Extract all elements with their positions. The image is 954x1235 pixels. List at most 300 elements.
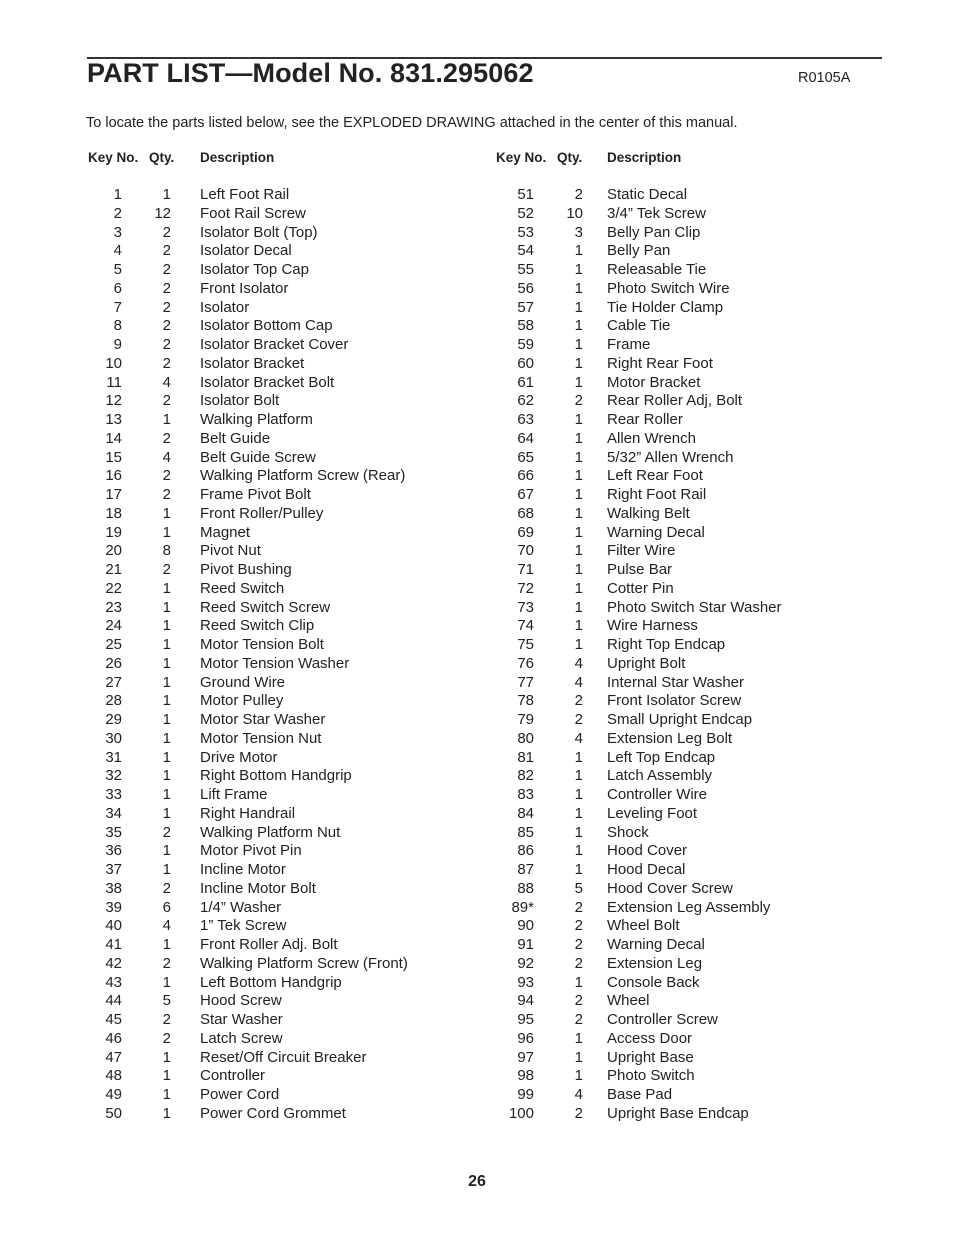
part-qty: 1: [574, 542, 583, 560]
part-description: Photo Switch: [607, 1067, 695, 1085]
part-description: Right Bottom Handgrip: [200, 767, 352, 785]
table-row: [88, 824, 468, 843]
table-row: [88, 899, 468, 918]
part-qty: 2: [162, 242, 171, 260]
part-key: 42: [105, 954, 122, 972]
part-key: 43: [105, 973, 122, 991]
part-description: Hood Cover: [607, 842, 688, 860]
part-key: 15: [105, 448, 122, 466]
table-row: [88, 505, 468, 524]
part-qty: 2: [574, 692, 583, 710]
table-row: [88, 674, 468, 693]
table-row: [496, 1030, 876, 1049]
part-key: 87: [517, 861, 534, 878]
part-description: 1/4” Washer: [200, 898, 282, 916]
part-description: Frame: [607, 336, 651, 353]
part-qty: 1: [574, 298, 583, 316]
part-description: Controller: [200, 1067, 266, 1085]
table-row: [496, 524, 876, 543]
part-qty: 1: [162, 692, 171, 710]
part-qty: 1: [574, 467, 583, 485]
part-qty: 1: [574, 373, 583, 391]
part-description: Upright Base Endcap: [607, 1104, 749, 1122]
part-qty: 1: [162, 767, 171, 785]
part-description: Pivot Bushing: [200, 561, 292, 578]
part-qty: 1: [574, 242, 583, 260]
part-qty: 2: [574, 186, 583, 203]
part-description: Front Roller/Pulley: [200, 504, 324, 522]
table-row: [88, 767, 468, 786]
part-key: 49: [105, 1086, 122, 1103]
part-key: 94: [517, 992, 534, 1010]
part-key: 28: [105, 692, 122, 710]
part-description: Latch Screw: [200, 1029, 283, 1047]
part-description: Wheel Bolt: [607, 917, 680, 935]
part-qty: 2: [574, 392, 583, 410]
table-row: [496, 411, 876, 430]
part-key: 85: [517, 823, 534, 841]
part-description: Walking Platform Screw (Rear): [200, 467, 406, 485]
part-description: Isolator: [200, 298, 250, 316]
part-description: Right Foot Rail: [607, 486, 707, 503]
table-row: [88, 205, 468, 224]
table-row: [88, 524, 468, 543]
part-qty: 1: [162, 654, 171, 672]
part-qty: 1: [162, 617, 171, 635]
table-row: [88, 1086, 468, 1105]
part-qty: 2: [574, 711, 583, 728]
part-description: Shock: [607, 823, 649, 841]
part-description: Lift Frame: [200, 786, 268, 803]
part-key: 57: [517, 298, 534, 316]
part-qty: 2: [162, 467, 171, 485]
table-row: [496, 317, 876, 336]
table-row: [496, 936, 876, 955]
table-row: [88, 486, 468, 505]
part-qty: 4: [574, 1086, 583, 1103]
part-description: Console Back: [607, 973, 700, 991]
part-description: Hood Screw: [200, 992, 282, 1010]
page-title: PART LIST—Model No. 831.295062: [87, 58, 534, 88]
part-qty: 1: [574, 767, 583, 785]
table-row: [88, 749, 468, 768]
part-description: Walking Platform Screw (Front): [200, 954, 408, 972]
part-description: Photo Switch Wire: [607, 279, 730, 297]
part-qty: 1: [574, 1067, 583, 1085]
part-qty: 1: [574, 617, 583, 635]
part-key: 17: [105, 486, 122, 503]
table-row: [496, 467, 876, 486]
table-row: [496, 599, 876, 618]
table-row: [496, 242, 876, 261]
table-row: [496, 299, 876, 318]
part-description: Reed Switch Clip: [200, 617, 315, 635]
part-qty: 1: [574, 973, 583, 991]
part-description: Power Cord: [200, 1086, 280, 1103]
table-row: [496, 542, 876, 561]
table-row: [496, 617, 876, 636]
part-qty: 2: [574, 936, 583, 953]
part-description: Photo Switch Star Washer: [607, 598, 782, 616]
table-row: [88, 224, 468, 243]
part-key: 77: [517, 673, 534, 691]
part-description: Extension Leg Assembly: [607, 898, 771, 916]
part-qty: 1: [574, 1029, 583, 1047]
part-description: Pulse Bar: [607, 561, 673, 578]
part-key: 86: [517, 842, 534, 860]
part-qty: 2: [162, 823, 171, 841]
part-description: Static Decal: [607, 186, 688, 203]
table-row: [496, 655, 876, 674]
table-row: [88, 917, 468, 936]
part-description: Cable Tie: [607, 317, 671, 335]
table-row: [88, 730, 468, 749]
table-row: [88, 636, 468, 655]
table-row: [88, 599, 468, 618]
part-description: Extension Leg Bolt: [607, 729, 733, 747]
part-key: 95: [517, 1011, 534, 1028]
part-key: 21: [105, 561, 122, 578]
part-qty: 1: [162, 861, 171, 878]
table-row: [88, 842, 468, 861]
part-description: Isolator Top Cap: [200, 261, 309, 278]
part-key: 69: [517, 523, 534, 541]
table-row: [496, 580, 876, 599]
part-description: Front Roller Adj. Bolt: [200, 936, 338, 953]
part-key: 4: [113, 242, 122, 260]
table-row: [88, 955, 468, 974]
part-key: 32: [105, 767, 122, 785]
part-description: Belly Pan Clip: [607, 223, 701, 241]
part-description: Reed Switch Screw: [200, 598, 331, 616]
part-qty: 1: [574, 354, 583, 372]
part-description: Right Handrail: [200, 804, 296, 822]
table-row: [496, 205, 876, 224]
part-qty: 3: [574, 223, 583, 241]
table-row: [496, 974, 876, 993]
table-row: [496, 355, 876, 374]
table-row: [88, 299, 468, 318]
part-key: 50: [105, 1104, 122, 1122]
part-key: 97: [517, 1048, 534, 1066]
part-description: Rear Roller Adj, Bolt: [607, 392, 743, 410]
table-row: [88, 1011, 468, 1030]
part-qty: 2: [162, 1029, 171, 1047]
table-row: [88, 692, 468, 711]
part-key: 64: [517, 429, 534, 447]
table-row: [88, 336, 468, 355]
part-description: Filter Wire: [607, 542, 676, 560]
part-description: Right Top Endcap: [607, 636, 726, 653]
part-key: 54: [517, 242, 534, 260]
part-qty: 2: [162, 486, 171, 503]
table-row: [496, 336, 876, 355]
part-key: 52: [517, 204, 534, 222]
table-row: [496, 880, 876, 899]
part-qty: 1: [162, 1048, 171, 1066]
part-description: Power Cord Grommet: [200, 1104, 346, 1122]
table-row: [88, 992, 468, 1011]
part-qty: 2: [162, 317, 171, 335]
part-key: 38: [105, 879, 122, 897]
table-row: [496, 224, 876, 243]
table-row: [496, 842, 876, 861]
table-row: [88, 1049, 468, 1068]
part-qty: 4: [162, 373, 171, 391]
part-key: 47: [105, 1048, 122, 1066]
part-key: 83: [517, 786, 534, 803]
part-description: Front Isolator Screw: [607, 692, 742, 710]
part-qty: 1: [574, 448, 583, 466]
part-key: 37: [105, 861, 122, 878]
part-key: 75: [517, 636, 534, 653]
part-key: 82: [517, 767, 534, 785]
table-row: [88, 805, 468, 824]
part-qty: 2: [162, 336, 171, 353]
table-row: [88, 1030, 468, 1049]
part-key: 68: [517, 504, 534, 522]
part-key: 23: [105, 598, 122, 616]
part-key: 58: [517, 317, 534, 335]
part-description: Upright Base: [607, 1048, 694, 1066]
part-description: Rear Roller: [607, 411, 683, 428]
part-description: Right Rear Foot: [607, 354, 713, 372]
column-header-description: Description: [200, 150, 275, 165]
part-description: Motor Pivot Pin: [200, 842, 302, 860]
part-key: 88: [517, 879, 534, 897]
table-row: [88, 280, 468, 299]
part-key: 5: [113, 261, 122, 278]
part-qty: 1: [162, 598, 171, 616]
part-description: Releasable Tie: [607, 261, 707, 278]
table-row: [88, 186, 468, 205]
part-qty: 1: [162, 786, 171, 803]
table-row: [88, 392, 468, 411]
part-description: Foot Rail Screw: [200, 204, 306, 222]
part-description: Hood Cover Screw: [607, 879, 733, 897]
part-description: Reset/Off Circuit Breaker: [200, 1048, 367, 1066]
part-key: 10: [105, 354, 122, 372]
part-description: Allen Wrench: [607, 429, 696, 447]
column-header-qty: Qty.: [149, 150, 175, 165]
part-description: Motor Star Washer: [200, 711, 326, 728]
table-row: [496, 749, 876, 768]
part-description: Warning Decal: [607, 936, 705, 953]
part-qty: 2: [162, 298, 171, 316]
table-row: [496, 861, 876, 880]
part-key: 92: [517, 954, 534, 972]
part-description: Pivot Nut: [200, 542, 261, 560]
part-description: Motor Tension Washer: [200, 654, 350, 672]
table-row: [88, 655, 468, 674]
table-row: [496, 899, 876, 918]
part-qty: 1: [574, 523, 583, 541]
part-qty: 1: [574, 804, 583, 822]
part-key: 39: [105, 898, 122, 916]
part-key: 90: [517, 917, 534, 935]
part-key: 93: [517, 973, 534, 991]
part-key: 33: [105, 786, 122, 803]
part-qty: 1: [162, 804, 171, 822]
table-row: [496, 955, 876, 974]
table-row: [88, 430, 468, 449]
part-key: 72: [517, 579, 534, 597]
part-key: 34: [105, 804, 122, 822]
part-key: 25: [105, 636, 122, 653]
part-qty: 1: [162, 936, 171, 953]
part-qty: 2: [162, 954, 171, 972]
table-row: [496, 786, 876, 805]
part-key: 66: [517, 467, 534, 485]
intro-text: To locate the parts listed below, see the EXPLODED DRAWING attached in the center of this manual.: [86, 115, 738, 131]
part-description: Access Door: [607, 1029, 693, 1047]
table-row: [496, 505, 876, 524]
part-description: Internal Star Washer: [607, 673, 744, 691]
part-key: 9: [113, 336, 122, 353]
document-code: R0105A: [798, 70, 851, 86]
part-qty: 2: [162, 279, 171, 297]
part-key: 12: [105, 392, 122, 410]
table-row: [496, 374, 876, 393]
part-description: Walking Platform Nut: [200, 823, 341, 841]
part-key: 16: [105, 467, 122, 485]
part-description: Small Upright Endcap: [607, 711, 753, 728]
part-qty: 1: [574, 748, 583, 766]
part-key: 65: [517, 448, 534, 466]
part-key: 3: [113, 223, 122, 241]
table-row: [88, 242, 468, 261]
part-description: Incline Motor: [200, 861, 286, 878]
part-key: 91: [517, 936, 534, 953]
part-description: Walking Belt: [607, 504, 690, 522]
part-key: 36: [105, 842, 122, 860]
part-key: 81: [517, 748, 534, 766]
part-description: Star Washer: [200, 1011, 283, 1028]
table-row: [88, 449, 468, 468]
part-description: Frame Pivot Bolt: [200, 486, 311, 503]
part-key: 62: [517, 392, 534, 410]
part-qty: 1: [162, 411, 171, 428]
part-qty: 1: [162, 842, 171, 860]
table-row: [88, 374, 468, 393]
table-row: [496, 917, 876, 936]
column-header-key: Key No.: [496, 150, 547, 165]
part-key: 73: [517, 598, 534, 616]
part-qty: 1: [574, 336, 583, 353]
column-header-key: Key No.: [88, 150, 139, 165]
table-row: [88, 936, 468, 955]
part-description: Front Isolator: [200, 279, 289, 297]
part-qty: 1: [574, 598, 583, 616]
part-key: 46: [105, 1029, 122, 1047]
part-key: 63: [517, 411, 534, 428]
part-description: Left Foot Rail: [200, 186, 290, 203]
part-description: Leveling Foot: [607, 804, 698, 822]
part-key: 7: [113, 298, 122, 316]
part-qty: 2: [162, 354, 171, 372]
part-qty: 4: [574, 673, 583, 691]
part-qty: 1: [574, 1048, 583, 1066]
part-qty: 1: [162, 1067, 171, 1085]
table-row: [496, 486, 876, 505]
part-qty: 5: [574, 879, 583, 897]
part-description: Isolator Bracket: [200, 354, 305, 372]
part-description: Wheel: [607, 992, 650, 1010]
part-qty: 2: [574, 898, 583, 916]
part-key: 61: [517, 373, 534, 391]
table-row: [496, 730, 876, 749]
part-qty: 2: [162, 879, 171, 897]
part-qty: 8: [162, 542, 171, 560]
part-qty: 2: [162, 392, 171, 410]
part-key: 44: [105, 992, 122, 1010]
part-qty: 1: [162, 1104, 171, 1122]
part-qty: 4: [574, 654, 583, 672]
part-description: Cotter Pin: [607, 579, 674, 597]
page-number: 26: [468, 1173, 486, 1190]
part-description: Upright Bolt: [607, 654, 686, 672]
part-description: Motor Bracket: [607, 373, 701, 391]
part-qty: 1: [162, 729, 171, 747]
part-key: 8: [113, 317, 122, 335]
table-row: [496, 767, 876, 786]
part-key: 60: [517, 354, 534, 372]
part-key: 74: [517, 617, 534, 635]
column-header-description: Description: [607, 150, 682, 165]
part-description: Belt Guide Screw: [200, 448, 316, 466]
table-row: [496, 1011, 876, 1030]
part-key: 89*: [511, 898, 534, 916]
table-row: [88, 880, 468, 899]
table-row: [88, 317, 468, 336]
part-key: 51: [517, 186, 534, 203]
part-qty: 2: [574, 1104, 583, 1122]
part-qty: 2: [574, 917, 583, 935]
table-row: [496, 430, 876, 449]
part-key: 29: [105, 711, 122, 728]
table-row: [88, 1105, 468, 1124]
part-qty: 1: [574, 411, 583, 428]
part-key: 48: [105, 1067, 122, 1085]
part-key: 59: [517, 336, 534, 353]
part-description: Left Bottom Handgrip: [200, 973, 342, 991]
part-qty: 1: [162, 748, 171, 766]
part-description: 5/32” Allen Wrench: [607, 448, 734, 466]
table-row: [496, 261, 876, 280]
part-description: Magnet: [200, 523, 251, 541]
table-row: [88, 542, 468, 561]
part-description: Latch Assembly: [607, 767, 713, 785]
part-qty: 1: [162, 504, 171, 522]
table-row: [496, 711, 876, 730]
part-qty: 2: [162, 1011, 171, 1028]
part-description: Drive Motor: [200, 748, 278, 766]
table-row: [496, 1067, 876, 1086]
part-key: 26: [105, 654, 122, 672]
part-description: Hood Decal: [607, 861, 686, 878]
part-key: 31: [105, 748, 122, 766]
part-key: 56: [517, 279, 534, 297]
part-key: 80: [517, 729, 534, 747]
part-key: 84: [517, 804, 534, 822]
part-qty: 2: [162, 561, 171, 578]
table-row: [88, 261, 468, 280]
part-qty: 1: [162, 579, 171, 597]
part-qty: 1: [162, 523, 171, 541]
part-qty: 2: [162, 223, 171, 241]
table-row: [88, 617, 468, 636]
part-qty: 1: [574, 786, 583, 803]
